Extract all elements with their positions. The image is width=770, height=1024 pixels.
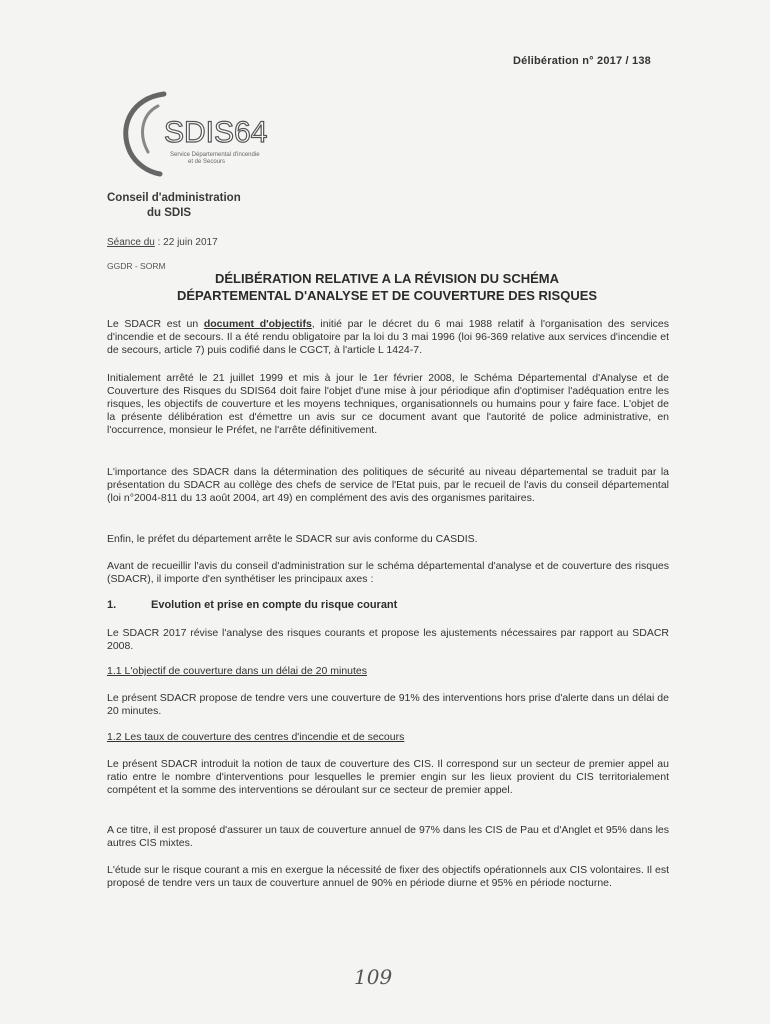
paragraph-1-start: Le SDACR est un bbox=[107, 318, 204, 330]
subsection-1-1-heading: 1.1 L'objectif de couverture dans un délai de 20 minutes bbox=[107, 665, 368, 677]
deliberation-reference: Délibération n° 2017 / 138 bbox=[513, 55, 651, 67]
logo-wordmark: SDIS64 bbox=[164, 116, 268, 149]
handwritten-page-number: 109 bbox=[354, 965, 393, 989]
sdis64-logo bbox=[112, 86, 272, 178]
paragraph-5: Avant de recueillir l'avis du conseil d'administration sur le schéma départemental d'analyse et de couverture des risques (SDACR), il importe d'en synthétiser les principaux axes : bbox=[107, 560, 669, 585]
paragraph-4: Enfin, le préfet du département arrête le SDACR sur avis conforme du CASDIS. bbox=[107, 533, 478, 545]
paragraph-10: L'étude sur le risque courant a mis en exergue la nécessité de fixer des objectifs opérationnels aux CIS volontaires. Il est proposé de tendre vers un taux de couverture annuel de 90% en période diurne et 95% en période nocturne. bbox=[107, 864, 669, 889]
issuer-block bbox=[107, 191, 241, 221]
paragraph-2: Initialement arrêté le 21 juillet 1999 et mis à jour le 1er février 2008, le Schéma Départemental d'Analyse et de Couverture des Risques du SDIS64 doit faire l'objet d'une mise à jour périodique afin d'optimiser l'adéquation entre les risques, les objectifs de couverture et les moyens techniques, organisationnels ou humains pour y faire face. L'objet de la présente délibération est d'émettre un avis sur ce document avant que l'autorité de police administrative, en l'occurrence, monsieur le Préfet, ne l'arrête définitivement. bbox=[107, 372, 669, 436]
service-code: GGDR - SORM bbox=[107, 261, 166, 271]
meeting-date bbox=[107, 237, 218, 248]
paragraph-1-emphasis: document d'objectifs bbox=[203, 318, 312, 330]
section-1-number: 1. bbox=[107, 599, 117, 611]
issuer-line-2: du SDIS bbox=[147, 207, 192, 219]
document-title bbox=[107, 270, 667, 304]
issuer-line-1: Conseil d'administration bbox=[107, 192, 241, 204]
logo-subtitle-2: et de Secours bbox=[188, 159, 226, 165]
paragraph-8: Le présent SDACR introduit la notion de taux de couverture des CIS. Il correspond sur un secteur de premier appel au ratio entre le nombre d'interventions pour lesquelles le premier engin sur les lieux provient du CIS territorialement compétent et la somme des interventions se déroulant sur ce secteur de premier appel. bbox=[107, 758, 669, 796]
logo-subtitle-1: Service Départemental d'incendie bbox=[170, 152, 260, 158]
meeting-label: Séance du bbox=[107, 237, 155, 248]
paragraph-6: Le SDACR 2017 révise l'analyse des risques courants et propose les ajustements nécessaires par rapport au SDACR 2008. bbox=[107, 627, 669, 652]
paragraph-1 bbox=[107, 318, 669, 357]
section-1-heading bbox=[107, 599, 397, 611]
title-line-1: DÉLIBÉRATION RELATIVE A LA RÉVISION DU SCHÉMA bbox=[214, 271, 560, 286]
meeting-date-value: : 22 juin 2017 bbox=[157, 237, 218, 248]
title-line-2: DÉPARTEMENTAL D'ANALYSE ET DE COUVERTURE DES RISQUES bbox=[176, 288, 598, 303]
paragraph-9: A ce titre, il est proposé d'assurer un taux de couverture annuel de 97% dans les CIS de Pau et d'Anglet et 95% dans les autres CIS mixtes. bbox=[107, 824, 669, 849]
paragraph-7: Le présent SDACR propose de tendre vers une couverture de 91% des interventions hors prise d'alerte dans un délai de 20 minutes. bbox=[107, 692, 669, 717]
paragraph-1-end: , initié par le décret du 6 mai 1988 relatif à l'organisation des services d'incendie et de secours. Il a été rendu obligatoire par la loi du 3 mai 1996 (loi 96-369 relative aux services d'incendie et de secours, article 7) puis codifié dans le CGCT, à l'article L 1424-7. bbox=[107, 318, 669, 356]
paragraph-3: L'importance des SDACR dans la détermination des politiques de sécurité au niveau départemental se traduit par la présentation du SDACR au collège des chefs de service de l'Etat puis, par le recueil de l'avis du conseil départemental (loi n°2004-811 du 13 août 2004, art 49) en complément des avis des organismes paritaires. bbox=[107, 466, 669, 504]
subsection-1-2-heading: 1.2 Les taux de couverture des centres d'incendie et de secours bbox=[107, 731, 405, 743]
section-1-title: Evolution et prise en compte du risque courant bbox=[151, 599, 398, 611]
